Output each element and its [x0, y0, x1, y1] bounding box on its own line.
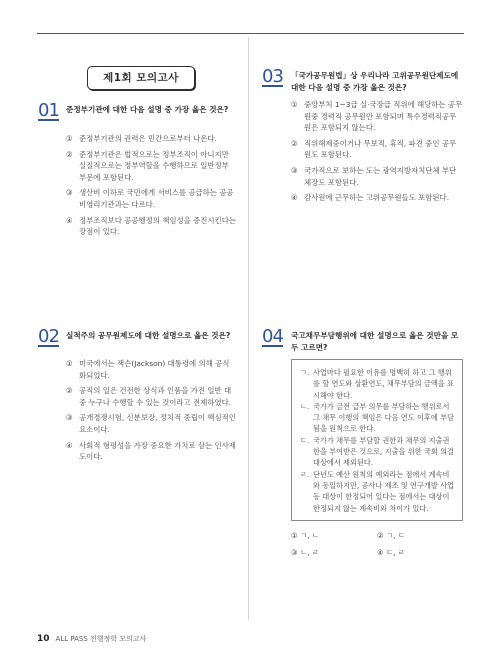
statement-item: ㄹ. 단년도 예산 원칙의 예외라는 점에서 계속비와 동일하지만, 공사나 제조 및 연구개발 사업 등 대상이 한정되어 있다는 점에서는 대상이 한정되지 않는 계속비와 차이가 있다.	[300, 469, 454, 513]
choice-item[interactable]: ① 준정부기관의 권력은 민간으로부터 나온다.	[66, 134, 217, 143]
choice-list	[291, 99, 463, 208]
answer-option[interactable]: ④ ㄷ, ㄹ	[377, 548, 405, 557]
choice-list	[66, 358, 236, 467]
statement-box	[291, 359, 463, 521]
choice-item[interactable]: ① 미국에서는 잭슨(Jackson) 대통령에 의해 공식화되었다.	[66, 359, 230, 380]
statement-item: ㄴ. 국가가 금전 급부 의무를 부담하는 행위로서 그 채무 이행의 책임은 다음 연도 이후에 부담됨을 원칙으로 한다.	[300, 401, 454, 434]
statement-item: ㄱ. 사업마다 필요한 이유를 명백히 하고 그 행위를 할 연도와 상환연도, 채무부담의 금액을 표시해야 한다.	[300, 368, 454, 400]
question-prompt: 실적주의 공무원제도에 대한 설명으로 옳은 것은?	[66, 331, 231, 340]
answer-option[interactable]: ① ㄱ, ㄴ	[291, 531, 319, 540]
choice-item[interactable]: ④ 감사원에 근무하는 고위공무원들도 포함된다.	[291, 193, 450, 203]
answer-option[interactable]: ③ ㄴ, ㄹ	[291, 548, 319, 557]
column-divider	[248, 37, 249, 620]
answer-options	[291, 530, 463, 564]
question-number: 02	[38, 326, 59, 347]
question-prompt: 국고채무부담행위에 대한 설명으로 옳은 것만을 모두 고르면?	[291, 331, 459, 352]
question-prompt: 「국가공무원법」상 우리나라 고위공무원단제도에 대한 다음 설명 중 가장 옳은 것은?	[291, 71, 459, 92]
top-rule	[37, 33, 464, 34]
choice-item[interactable]: ② 준정부기관은 법적으로는 정부조직이 아니지만 실질적으로는 정부역할을 수행하므로 일반정부 부문에 포함된다.	[66, 149, 229, 182]
exam-title: 제1회 모의고사	[87, 66, 195, 90]
choice-item[interactable]: ③ 공개경쟁시험, 신분보장, 정치적 중립이 핵심적인 요소이다.	[66, 413, 236, 434]
choice-item[interactable]: ④ 정부조직보다 공공행정의 책임성을 증진시킨다는 장점이 있다.	[66, 215, 236, 237]
choice-item[interactable]: ③ 생산비 이하로 국민에게 서비스를 공급하는 공공비영리기관과는 다르다.	[66, 188, 234, 209]
choice-item[interactable]: ③ 국가직으로 보하는 도는 광역지방자치단체 부단체장도 포함된다.	[291, 165, 457, 187]
question-number: 03	[262, 66, 283, 87]
choice-item[interactable]: ① 중앙부처 1~3급 실·국장급 직위에 해당하는 공무원중 경력직 공무원만 포함되며 특수경력직공무원은 포함되지 않는다.	[291, 100, 463, 133]
choice-list	[66, 133, 236, 242]
question-number: 04	[262, 326, 283, 347]
answer-option[interactable]: ② ㄱ, ㄷ	[377, 531, 405, 540]
question-prompt: 준정부기관에 대한 다음 설명 중 가장 옳은 것은?	[66, 105, 229, 114]
page-number: 10	[37, 634, 50, 644]
question-number: 01	[38, 100, 59, 121]
choice-item[interactable]: ④ 사회적 형평성을 가장 중요한 가치로 삼는 인사제도이다.	[66, 440, 236, 462]
choice-item[interactable]: ② 공직의 일은 건전한 상식과 인품을 가진 일반 대중 누구나 수행할 수 있는 것이라고 전제하였다.	[66, 386, 232, 407]
statement-item: ㄷ. 국가가 채무를 부담할 권한과 채무의 지출권한을 부여받은 것으로, 지출을 위한 국회 의결 대상에서 제외된다.	[300, 435, 454, 468]
book-title: ALL PASS 전행정학 모의고사	[55, 635, 147, 643]
page-footer	[37, 634, 146, 644]
choice-item[interactable]: ② 직위해제중이거나 무보직, 휴직, 파견 중인 공무원도 포함된다.	[291, 138, 457, 160]
